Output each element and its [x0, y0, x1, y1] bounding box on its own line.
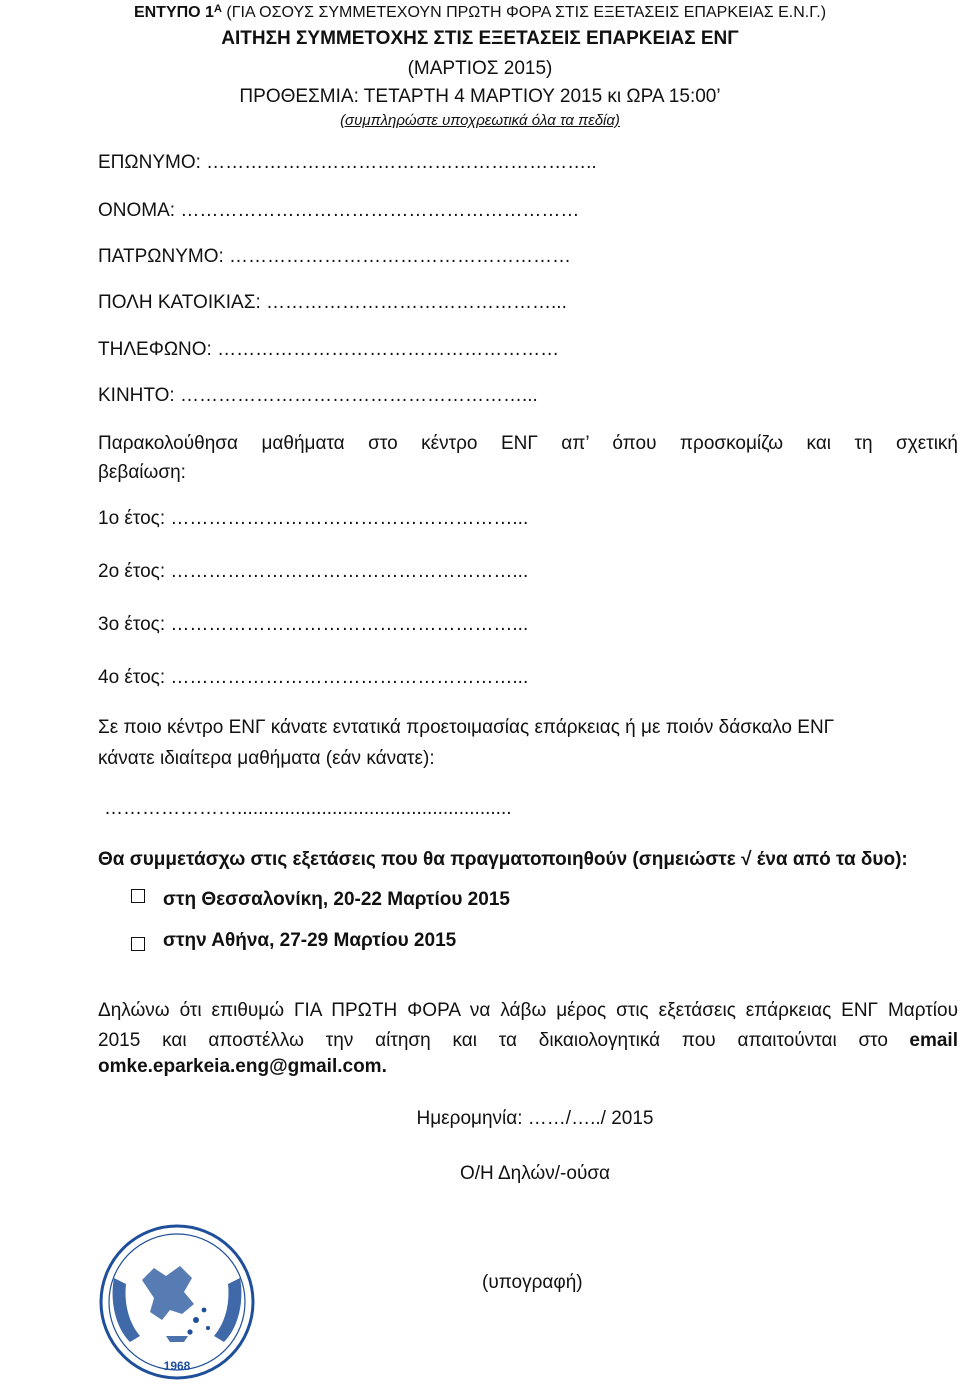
seal-year: 1968: [163, 1359, 191, 1373]
name-field[interactable]: ΟΝΟΜΑ: ………………………………………………………: [98, 200, 580, 221]
thessaloniki-option-label: στη Θεσσαλονίκη, 20-22 Μαρτίου 2015: [163, 889, 510, 910]
city-field[interactable]: ΠΟΛΗ ΚΑΤΟΙΚΙΑΣ: ………………………………………...: [98, 292, 567, 313]
email-label: email: [909, 1030, 958, 1051]
date-field[interactable]: Ημερομηνία: ……/…../ 2015: [416, 1108, 654, 1129]
surname-field[interactable]: ΕΠΩΝΥΜΟ: ……………………………………………………..: [98, 152, 597, 173]
declaration-line1: Δηλώνω ότι επιθυμώ ΓΙΑ ΠΡΩΤΗ ΦΟΡΑ να λάβω μέρος στις εξετάσεις επάρκειας ΕΝΓ Μαρτίου: [98, 1000, 958, 1021]
thessaloniki-checkbox[interactable]: [131, 889, 145, 903]
email-address[interactable]: omke.eparkeia.eng@gmail.com.: [98, 1056, 387, 1077]
athens-option-label: στην Αθήνα, 27-29 Μαρτίου 2015: [163, 930, 457, 951]
year-2-field[interactable]: 2ο έτος: ………………………………………………...: [98, 561, 529, 582]
form-session: (ΜΑΡΤΙΟΣ 2015): [407, 58, 553, 79]
form-id-note: (ΓΙΑ ΟΣΟΥΣ ΣΥΜΜΕΤΕΧΟΥΝ ΠΡΩΤΗ ΦΟΡΑ ΣΤΙΣ ΕΞΕΤΑΣΕΙΣ ΕΠΑΡΚΕΙΑΣ Ε.Ν.Γ.): [226, 4, 827, 21]
signature-label: (υπογραφή): [482, 1272, 583, 1293]
form-title: ΑΙΤΗΣΗ ΣΥΜΜΕΤΟΧΗΣ ΣΤΙΣ ΕΞΕΤΑΣΕΙΣ ΕΠΑΡΚΕΙΑΣ ΕΝΓ: [221, 28, 739, 49]
seal-emblem-icon: [96, 1218, 258, 1388]
prep-question-line1: Σε ποιο κέντρο ΕΝΓ κάνατε εντατικά προετοιμασίας επάρκειας ή με ποιόν δάσκαλο ΕΝΓ: [98, 717, 835, 738]
form-id-prefix: ΕΝΤΥΠΟ 1: [133, 4, 214, 21]
attended-statement-line2: βεβαίωση:: [98, 462, 186, 483]
father-name-field[interactable]: ΠΑΤΡΩΝΥΜΟ: ………………………………………………: [98, 246, 572, 267]
prep-answer-field[interactable]: …………………....................................................: [104, 798, 512, 819]
year-3-field[interactable]: 3ο έτος: ………………………………………………...: [98, 614, 529, 635]
year-1-field[interactable]: 1ο έτος: ………………………………………………...: [98, 508, 529, 529]
form-instruction: (συμπληρώστε υποχρεωτικά όλα τα πεδία): [340, 112, 620, 129]
form-deadline: ΠΡΟΘΕΣΜΙΑ: ΤΕΤΑΡΤΗ 4 ΜΑΡΤΙΟΥ 2015 κι ΩΡΑ 15:00’: [239, 86, 721, 107]
declarant-label: Ο/Η Δηλών/-ούσα: [459, 1163, 611, 1184]
phone-field[interactable]: ΤΗΛΕΦΩΝΟ: ………………………………………………: [98, 339, 560, 360]
athens-checkbox[interactable]: [131, 937, 145, 951]
organization-seal: [96, 1218, 258, 1388]
participation-question: Θα συμμετάσχω στις εξετάσεις που θα πραγματοποιηθούν (σημειώστε √ ένα από τα δυο):: [98, 849, 908, 870]
attended-statement-line1: Παρακολούθησα μαθήματα στο κέντρο ΕΝΓ απ’ όπου προσκομίζω και τη σχετική: [98, 433, 958, 454]
prep-question-line2: κάνατε ιδιαίτερα μαθήματα (εάν κάνατε):: [98, 748, 435, 769]
mobile-field[interactable]: ΚΙΝΗΤΟ: ………………………………………………...: [98, 385, 538, 406]
form-id-sup: Α: [213, 3, 222, 15]
year-4-field[interactable]: 4ο έτος: ………………………………………………...: [98, 667, 529, 688]
declaration-line2: [98, 1025, 958, 1056]
declaration-line2-text: 2015 και αποστέλλω την αίτηση και τα δικαιολογητικά που απαιτούνται στο: [98, 1030, 888, 1051]
form-id: [0, 4, 960, 22]
